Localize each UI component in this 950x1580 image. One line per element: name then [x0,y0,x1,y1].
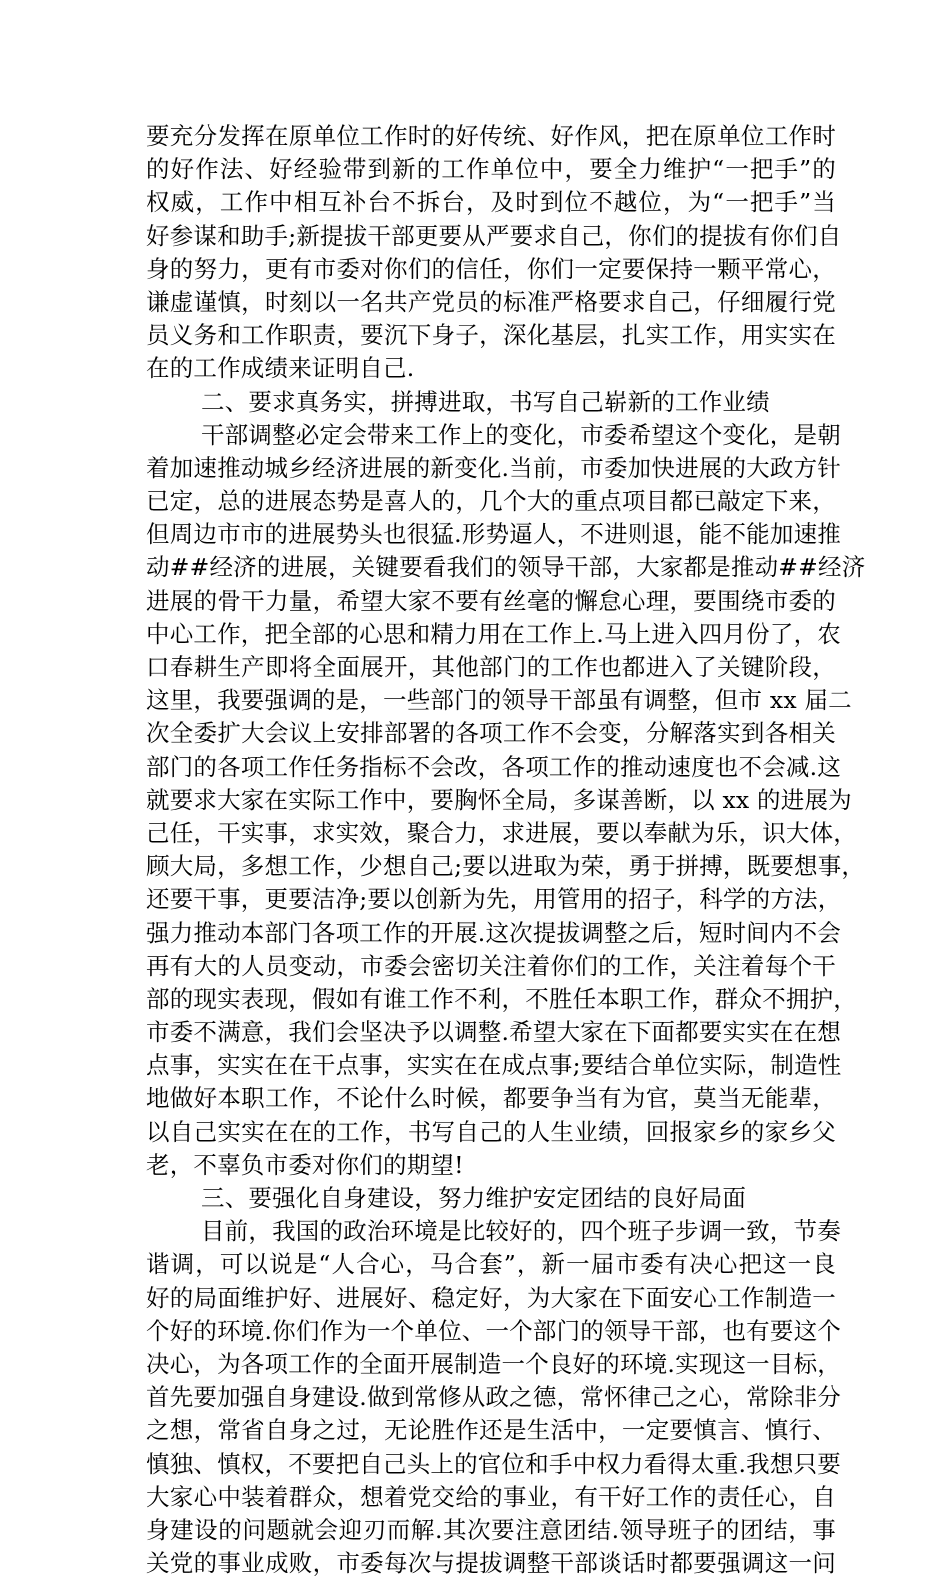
text-line: 大家心中装着群众，想着党交给的事业，有干好工作的责任心，自 [146,1482,836,1511]
text-line: 身建设的问题就会迎刃而解.其次要注意团结.领导班子的团结，事 [146,1515,836,1544]
text-line: 这里，我要强调的是，一些部门的领导干部虽有调整，但市 xx 届二 [146,686,852,715]
text-line: 老，不辜负市委对你们的期望! [146,1150,464,1179]
text-line: 的好作法、好经验带到新的工作单位中，要全力维护“一把手”的 [146,155,836,184]
text-line: 部门的各项工作任务指标不会改，各项工作的推动速度也不会减.这 [146,752,841,781]
section-heading: 三、要强化自身建设，努力维护安定团结的良好局面 [201,1184,747,1212]
text-line: 市委不满意，我们会坚决予以调整.希望大家在下面都要实实在在想 [146,1018,841,1047]
document-body-text [146,120,866,1580]
text-line: 还要干事，更要洁净;要以创新为先，用管用的招子，科学的方法， [146,885,842,914]
text-line: 但周边市市的进展势头也很猛.形势逼人，不进则退，能不能加速推 [146,520,841,549]
text-line: 就要求大家在实际工作中，要胸怀全局，多谋善断，以 xx 的进展为 [146,785,852,814]
text-line: 进展的骨干力量，希望大家不要有丝毫的懈怠心理，要围绕市委的 [146,586,836,615]
text-line: 谐调，可以说是“人合心，马合套”，新一届市委有决心把这一良 [146,1250,836,1279]
text-line: 个好的环境.你们作为一个单位、一个部门的领导干部，也有要这个 [146,1316,841,1345]
text-line: 地做好本职工作，不论什么时候，都要争当有为官，莫当无能辈， [146,1084,836,1113]
text-line: 点事，实实在在干点事，实实在在成点事;要结合单位实际，制造性 [146,1051,842,1080]
text-line: 着加速推动城乡经济进展的新变化.当前，市委加快进展的大政方针 [146,453,841,482]
text-line: 顾大局，多想工作，少想自己;要以进取为荣，勇于拼搏，既要想事， [146,852,866,881]
text-line: 强力推动本部门各项工作的开展.这次提拔调整之后，短时间内不会 [146,918,841,947]
text-line: 谦虚谨慎，时刻以一名共产党员的标准严格要求自己，仔细履行党 [146,287,836,316]
text-line: 口春耕生产即将全面展开，其他部门的工作也都进入了关键阶段， [146,653,836,681]
text-line: 次全委扩大会议上安排部署的各项工作不会变，分解落实到各相关 [146,719,836,748]
section-heading: 二、要求真务实，拼搏进取，书写自己崭新的工作业绩 [201,387,770,416]
text-line: 权威，工作中相互补台不拆台，及时到位不越位，为“一把手”当 [146,188,836,217]
text-line: 已定，总的进展态势是喜人的，几个大的重点项目都已敲定下来， [146,487,836,516]
text-line: 好的局面维护好、进展好、稳定好，为大家在下面安心工作制造一 [146,1283,836,1312]
text-line: 好参谋和助手;新提拔干部更要从严要求自己，你们的提拔有你们自 [146,221,842,250]
text-line: 关党的事业成败，市委每次与提拔调整干部谈话时都要强调这一问 [146,1549,836,1578]
text-line: 决心，为各项工作的全面开展制造一个良好的环境.实现这一目标， [146,1349,841,1378]
text-line: 目前，我国的政治环境是比较好的，四个班子步调一致，节奏 [201,1217,841,1246]
text-line: 己任，干实事，求实效，聚合力，求进展，要以奉献为乐，识大体， [146,818,857,847]
text-line: 首先要加强自身建设.做到常修从政之德，常怀律己之心，常除非分 [146,1383,841,1412]
text-line: 以自己实实在在的工作，书写自己的人生业绩，回报家乡的家乡父 [146,1117,836,1146]
text-line: 身的努力，更有市委对你们的信任，你们一定要保持一颗平常心， [146,254,836,283]
text-line: 中心工作，把全部的心思和精力用在工作上.马上进入四月份了，农 [146,619,841,648]
text-line: 要充分发挥在原单位工作时的好传统、好作风，把在原单位工作时 [146,122,836,150]
text-line: 之想，常省自身之过，无论胜作还是生活中，一定要慎言、慎行、 [146,1416,836,1445]
text-line: 动##经济的进展，关键要看我们的领导干部，大家都是推动##经济 [146,553,866,582]
text-line: 干部调整必定会带来工作上的变化，市委希望这个变化，是朝 [201,420,841,449]
text-line: 在的工作成绩来证明自己. [146,354,415,383]
text-line: 慎独、慎权，不要把自己头上的官位和手中权力看得太重.我想只要 [146,1449,841,1478]
text-line: 再有大的人员变动，市委会密切关注着你们的工作，关注着每个干 [146,951,836,980]
text-line: 部的现实表现，假如有谁工作不利，不胜任本职工作，群众不拥护， [146,984,857,1013]
text-line: 员义务和工作职责，要沉下身子，深化基层，扎实工作，用实实在 [146,321,836,350]
